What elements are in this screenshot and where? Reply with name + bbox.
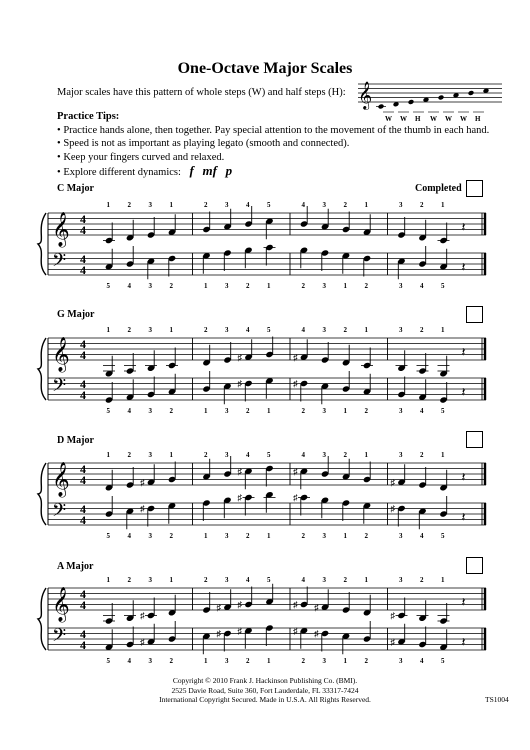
scale-title-d-major: D Major [57,435,94,446]
time-signature-top: 4 [80,212,86,226]
finger-number: 3 [322,451,326,459]
finger-number: 1 [204,282,208,290]
finger-number: 1 [204,532,208,540]
sharp-icon: ♯ [390,503,395,514]
sharp-icon: ♯ [140,610,145,621]
time-signature-bottom: 4 [80,638,86,652]
finger-number: 2 [204,576,208,584]
sharp-icon: ♯ [390,477,395,488]
treble-clef-icon: 𝄞 [52,213,70,246]
scale-title-c-major: C Major [57,183,94,194]
time-signature-top: 4 [80,502,86,516]
finger-number: 1 [343,282,347,290]
step-label: W [445,115,452,123]
finger-number: 2 [364,282,368,290]
copyright-footer [0,676,530,705]
finger-number: 4 [246,451,250,459]
quarter-rest-icon: 𝄽 [461,219,466,235]
sharp-icon: ♯ [293,466,298,477]
finger-number: 3 [322,282,326,290]
finger-number: 3 [322,532,326,540]
finger-number: 3 [225,282,229,290]
finger-number: 3 [148,451,152,459]
finger-number: 5 [441,532,445,540]
finger-number: 4 [420,282,424,290]
finger-number: 1 [106,576,110,584]
intro-text: Major scales have this pattern of whole steps (W) and half steps (H): [57,87,346,98]
tip-item: • Explore different dynamics: f mf p [57,164,489,179]
finger-number: 5 [267,576,271,584]
finger-number: 4 [246,201,250,209]
finger-number: 1 [169,576,173,584]
quarter-rest-icon: 𝄽 [461,469,466,485]
finger-number: 2 [127,201,131,209]
sharp-icon: ♯ [140,503,145,514]
finger-number: 2 [364,532,368,540]
treble-clef-icon: 𝄞 [52,463,70,496]
finger-number: 2 [364,407,368,415]
finger-number: 1 [106,451,110,459]
finger-number: 2 [246,282,250,290]
tip-item: • Speed is not as important as playing legato (smooth and connected). [57,137,489,150]
finger-number: 3 [399,407,403,415]
step-pattern-staff [356,78,506,124]
time-signature-top: 4 [80,587,86,601]
finger-number: 2 [343,326,347,334]
finger-number: 2 [246,657,250,665]
finger-number: 3 [225,201,229,209]
finger-number: 1 [364,201,368,209]
step-label: W [385,115,392,123]
grand-staff-d-major [40,445,495,540]
finger-number: 4 [301,201,305,209]
finger-number: 2 [301,282,305,290]
finger-number: 1 [364,576,368,584]
finger-number: 2 [420,451,424,459]
brace [38,463,46,525]
sharp-icon: ♯ [390,610,395,621]
grand-staff-g-major [40,320,495,415]
rights-line: International Copyright Secured. Made in U.S.A. All Rights Reserved. [159,695,371,704]
step-label: W [400,115,407,123]
finger-number: 3 [148,326,152,334]
finger-number: 3 [225,532,229,540]
note-head [468,90,475,96]
finger-number: 1 [106,201,110,209]
grand-staff-a-major [40,570,495,665]
sharp-icon: ♯ [237,599,242,610]
finger-number: 2 [169,282,173,290]
finger-number: 3 [322,576,326,584]
finger-number: 3 [148,201,152,209]
practice-tips-heading: Practice Tips: [57,111,120,122]
finger-number: 3 [399,282,403,290]
finger-number: 2 [169,657,173,665]
finger-number: 4 [301,326,305,334]
quarter-rest-icon: 𝄽 [461,344,466,360]
finger-number: 3 [225,451,229,459]
treble-clef-icon: 𝄞 [358,83,373,109]
sharp-icon: ♯ [216,628,221,639]
finger-number: 2 [301,407,305,415]
finger-number: 4 [420,657,424,665]
finger-number: 2 [169,407,173,415]
finger-number: 4 [246,326,250,334]
time-signature-top: 4 [80,337,86,351]
bass-clef-icon: 𝄢 [52,249,67,275]
finger-number: 2 [343,201,347,209]
sharp-icon: ♯ [293,352,298,363]
tip-item: • Keep your fingers curved and relaxed. [57,151,489,164]
finger-number: 3 [148,576,152,584]
finger-number: 3 [322,657,326,665]
step-label: W [460,115,467,123]
finger-number: 3 [225,326,229,334]
bass-clef-icon: 𝄢 [52,499,67,525]
finger-number: 4 [301,576,305,584]
finger-number: 2 [127,576,131,584]
copyright-line: Copyright © 2010 Frank J. Hackinson Publishing Co. (BMI). [172,676,358,685]
finger-number: 3 [399,532,403,540]
finger-number: 4 [127,407,131,415]
practice-tips-list [57,124,489,180]
finger-number: 1 [441,576,445,584]
time-signature-bottom: 4 [80,348,86,362]
finger-number: 2 [204,201,208,209]
sharp-icon: ♯ [293,492,298,503]
time-signature-bottom: 4 [80,263,86,277]
finger-number: 3 [399,657,403,665]
finger-number: 2 [204,451,208,459]
finger-number: 3 [225,657,229,665]
finger-number: 5 [106,657,110,665]
scale-title-g-major: G Major [57,309,95,320]
finger-number: 2 [301,532,305,540]
finger-number: 2 [127,326,131,334]
finger-number: 1 [441,201,445,209]
time-signature-bottom: 4 [80,388,86,402]
quarter-rest-icon: 𝄽 [461,259,466,275]
finger-number: 3 [399,201,403,209]
sharp-icon: ♯ [237,625,242,636]
finger-number: 2 [420,326,424,334]
finger-number: 2 [246,407,250,415]
sharp-icon: ♯ [237,466,242,477]
finger-number: 2 [420,576,424,584]
finger-number: 4 [127,282,131,290]
treble-clef-icon: 𝄞 [52,338,70,371]
finger-number: 4 [420,407,424,415]
finger-number: 4 [246,576,250,584]
time-signature-top: 4 [80,377,86,391]
finger-number: 4 [301,451,305,459]
dynamic-mezzo-forte: mf [202,163,217,179]
finger-number: 3 [225,576,229,584]
finger-number: 4 [127,532,131,540]
sharp-icon: ♯ [237,378,242,389]
finger-number: 5 [267,451,271,459]
finger-number: 3 [148,282,152,290]
finger-number: 1 [441,326,445,334]
dynamic-piano: p [225,163,233,179]
finger-number: 5 [106,407,110,415]
finger-number: 1 [106,326,110,334]
brace [38,213,46,275]
quarter-rest-icon: 𝄽 [461,594,466,610]
time-signature-top: 4 [80,252,86,266]
address-line: 2525 Davie Road, Suite 360, Fort Lauderdale, FL 33317-7424 [171,685,359,695]
finger-number: 3 [399,326,403,334]
finger-number: 2 [169,532,173,540]
time-signature-bottom: 4 [80,223,86,237]
finger-number: 5 [106,532,110,540]
finger-number: 2 [301,657,305,665]
sharp-icon: ♯ [293,625,298,636]
finger-number: 5 [441,407,445,415]
completed-label: Completed [415,183,462,194]
sharp-icon: ♯ [140,636,145,647]
finger-number: 1 [169,201,173,209]
finger-number: 3 [148,532,152,540]
finger-number: 3 [322,326,326,334]
sharp-icon: ♯ [216,602,221,613]
finger-number: 1 [267,282,271,290]
finger-number: 1 [204,657,208,665]
sharp-icon: ♯ [314,602,319,613]
note-head [438,95,445,101]
finger-number: 1 [169,451,173,459]
finger-number: 3 [322,201,326,209]
quarter-rest-icon: 𝄽 [461,509,466,525]
finger-number: 1 [441,451,445,459]
treble-clef-icon: 𝄞 [52,588,70,621]
finger-number: 4 [420,532,424,540]
tip-item: • Practice hands alone, then together. Pay special attention to the movement of the thumb in each hand. [57,124,489,137]
step-label: W [430,115,437,123]
finger-number: 2 [127,451,131,459]
finger-number: 2 [343,451,347,459]
finger-number: 2 [364,657,368,665]
sharp-icon: ♯ [237,492,242,503]
finger-number: 1 [364,451,368,459]
finger-number: 3 [322,407,326,415]
sharp-icon: ♯ [293,378,298,389]
finger-number: 1 [343,657,347,665]
finger-number: 3 [148,407,152,415]
sharp-icon: ♯ [314,628,319,639]
grand-staff-c-major [40,195,495,290]
finger-number: 3 [225,407,229,415]
time-signature-bottom: 4 [80,598,86,612]
sharp-icon: ♯ [140,477,145,488]
finger-number: 1 [204,407,208,415]
step-label: H [415,115,421,123]
quarter-rest-icon: 𝄽 [461,384,466,400]
brace [38,338,46,400]
finger-number: 5 [106,282,110,290]
finger-number: 1 [267,657,271,665]
finger-number: 3 [399,576,403,584]
time-signature-top: 4 [80,627,86,641]
bass-clef-icon: 𝄢 [52,624,67,650]
sharp-icon: ♯ [237,352,242,363]
finger-number: 2 [246,532,250,540]
finger-number: 1 [267,532,271,540]
bass-clef-icon: 𝄢 [52,374,67,400]
time-signature-top: 4 [80,462,86,476]
finger-number: 3 [148,657,152,665]
finger-number: 5 [441,657,445,665]
finger-number: 2 [420,201,424,209]
dynamic-forte: f [189,163,194,179]
time-signature-bottom: 4 [80,513,86,527]
finger-number: 2 [343,576,347,584]
finger-number: 1 [343,407,347,415]
quarter-rest-icon: 𝄽 [461,634,466,650]
finger-number: 2 [204,326,208,334]
finger-number: 1 [343,532,347,540]
note-head [408,99,415,105]
finger-number: 1 [364,326,368,334]
finger-number: 1 [169,326,173,334]
scale-title-a-major: A Major [57,561,94,572]
step-label: H [475,115,481,123]
finger-number: 3 [399,451,403,459]
time-signature-bottom: 4 [80,473,86,487]
finger-number: 4 [127,657,131,665]
catalog-code: TS1004 [485,695,509,704]
page-title: One-Octave Major Scales [177,60,353,77]
brace [38,588,46,650]
sharp-icon: ♯ [293,599,298,610]
finger-number: 5 [267,201,271,209]
note-head [378,104,385,110]
finger-number: 1 [267,407,271,415]
finger-number: 5 [267,326,271,334]
finger-number: 5 [441,282,445,290]
sharp-icon: ♯ [390,636,395,647]
